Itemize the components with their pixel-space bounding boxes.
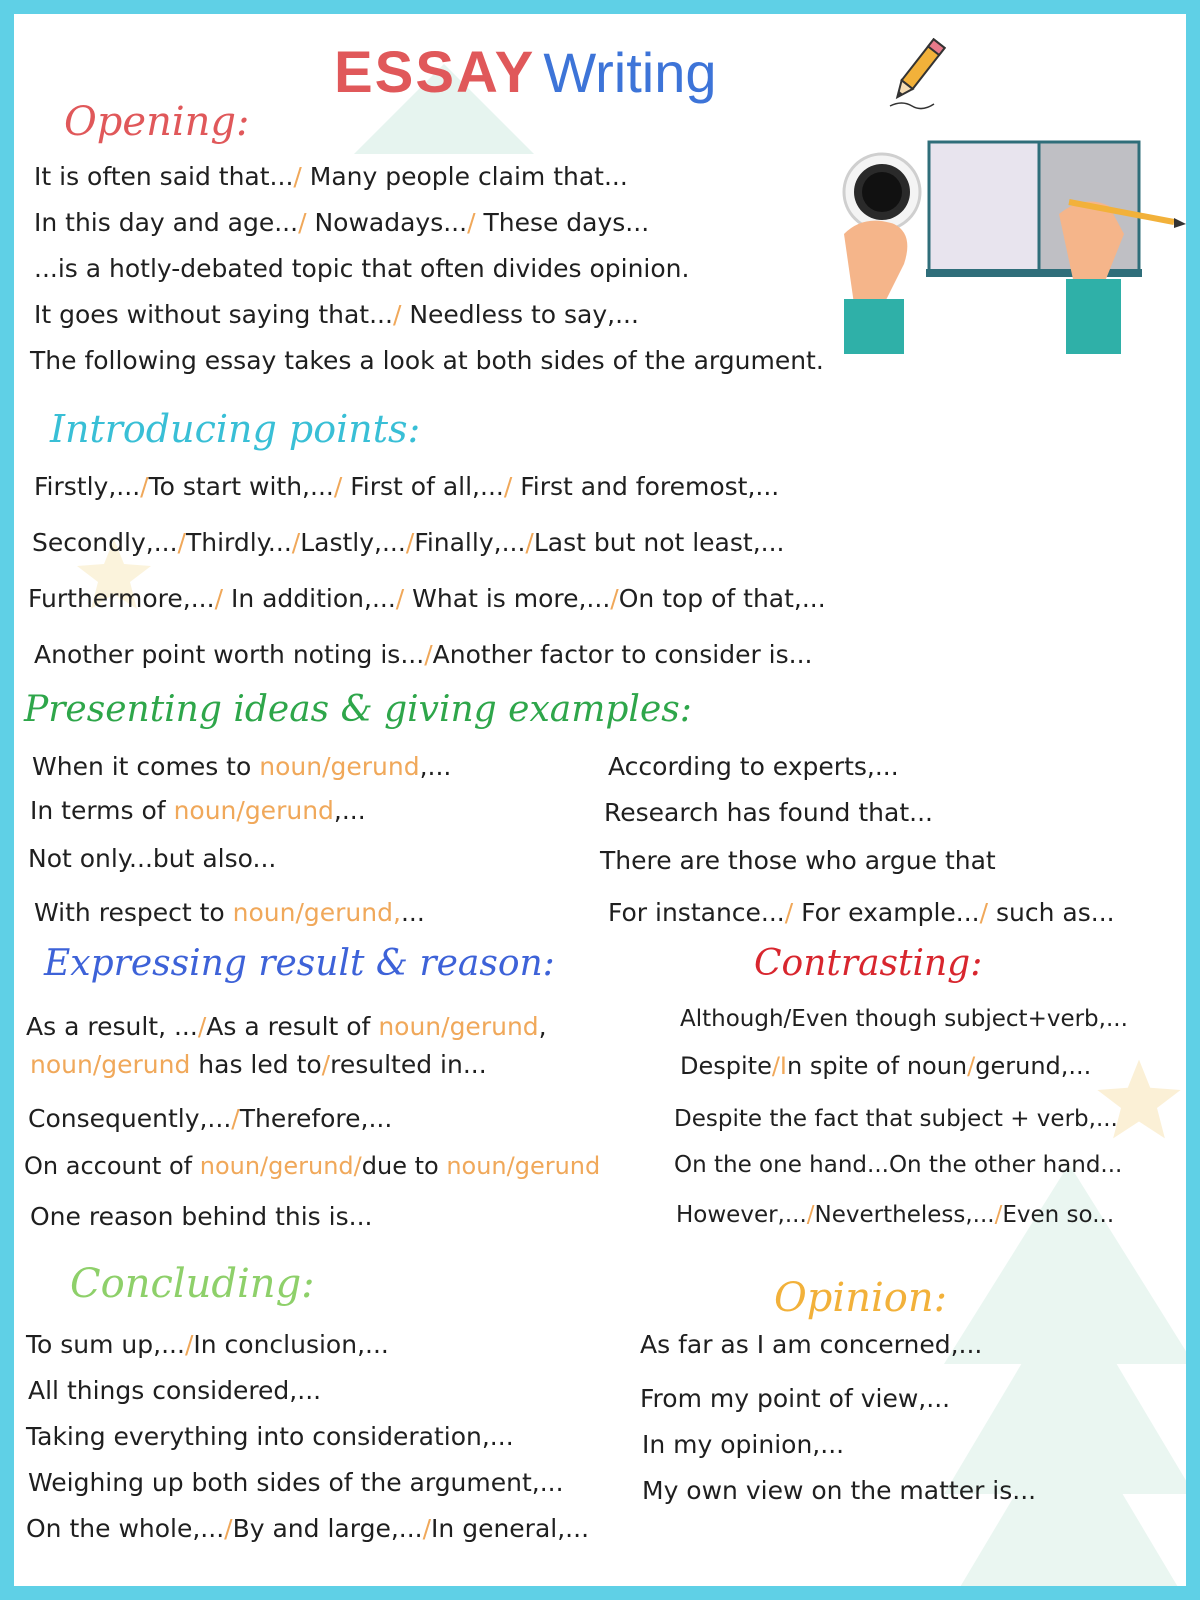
title-writing: Writing	[543, 41, 717, 104]
presenting-right-line-4: For instance.../ For example.../ such as...	[608, 898, 1115, 927]
page-title	[334, 40, 717, 105]
introducing-line-3: Furthermore,.../ In addition,.../ What is more,.../On top of that,...	[28, 584, 826, 613]
contrasting-heading: Contrasting:	[754, 943, 983, 984]
opening-line-4: It goes without saying that.../ Needless to say,...	[34, 300, 639, 329]
expressing-line-1: As a result, .../As a result of noun/gerund,	[26, 1012, 547, 1041]
opinion-line-1: As far as I am concerned,...	[640, 1330, 983, 1359]
introducing-line-1: Firstly,.../To start with,.../ First of all,.../ First and foremost,...	[34, 472, 780, 501]
concluding-line-5: On the whole,.../By and large,.../In general,...	[26, 1514, 590, 1543]
background-tree-shape	[944, 1164, 1194, 1600]
opening-line-2: In this day and age.../ Nowadays.../ These days...	[34, 208, 650, 237]
presenting-right-line-2: Research has found that...	[604, 798, 933, 827]
presenting-heading: Presenting ideas & giving examples:	[24, 689, 692, 730]
expressing-line-3: Consequently,.../Therefore,...	[28, 1104, 393, 1133]
introducing-line-2: Secondly,.../Thirdly.../Lastly,.../Finally,.../Last but not least,...	[32, 528, 785, 557]
presenting-right-line-3: There are those who argue that	[600, 846, 996, 875]
contrasting-line-2: Despite/In spite of noun/gerund,...	[680, 1052, 1092, 1080]
contrasting-line-3: Despite the fact that subject + verb,...	[674, 1106, 1118, 1132]
expressing-line-4: On account of noun/gerund/due to noun/gerund	[24, 1152, 601, 1180]
presenting-left-line-2: In terms of noun/gerund,...	[30, 796, 366, 825]
presenting-left-line-3: Not only...but also...	[28, 844, 277, 873]
introducing-line-4: Another point worth noting is.../Another factor to consider is...	[34, 640, 813, 669]
opinion-line-3: In my opinion,...	[642, 1430, 845, 1459]
expressing-line-5: One reason behind this is...	[30, 1202, 373, 1231]
concluding-heading: Concluding:	[70, 1261, 315, 1307]
opinion-line-2: From my point of view,...	[640, 1384, 951, 1413]
opening-line-1: It is often said that.../ Many people claim that...	[34, 162, 628, 191]
concluding-line-2: All things considered,...	[28, 1376, 322, 1405]
opening-line-3: ...is a hotly-debated topic that often divides opinion.	[34, 254, 690, 283]
concluding-line-3: Taking everything into consideration,...	[26, 1422, 514, 1451]
opening-heading: Opening:	[64, 99, 250, 145]
contrasting-line-4: On the one hand...On the other hand...	[674, 1152, 1123, 1178]
opinion-heading: Opinion:	[774, 1275, 948, 1321]
contrasting-line-5: However,.../Nevertheless,.../Even so...	[676, 1202, 1115, 1228]
introducing-heading: Introducing points:	[50, 407, 421, 451]
presenting-left-line-1: When it comes to noun/gerund,...	[32, 752, 452, 781]
concluding-line-4: Weighing up both sides of the argument,...	[28, 1468, 564, 1497]
presenting-right-line-1: According to experts,...	[608, 752, 899, 781]
concluding-line-1: To sum up,.../In conclusion,...	[26, 1330, 389, 1359]
opinion-line-4: My own view on the matter is...	[642, 1476, 1037, 1505]
coffee-and-book-illustration	[834, 134, 1194, 354]
presenting-left-line-4: With respect to noun/gerund,...	[34, 898, 425, 927]
expressing-heading: Expressing result & reason:	[44, 943, 555, 984]
pencil-icon	[882, 32, 952, 112]
opening-line-5: The following essay takes a look at both sides of the argument.	[30, 346, 824, 375]
contrasting-line-1: Although/Even though subject+verb,...	[680, 1006, 1128, 1032]
title-essay: ESSAY	[334, 40, 536, 105]
expressing-line-2: noun/gerund has led to/resulted in...	[30, 1050, 487, 1079]
